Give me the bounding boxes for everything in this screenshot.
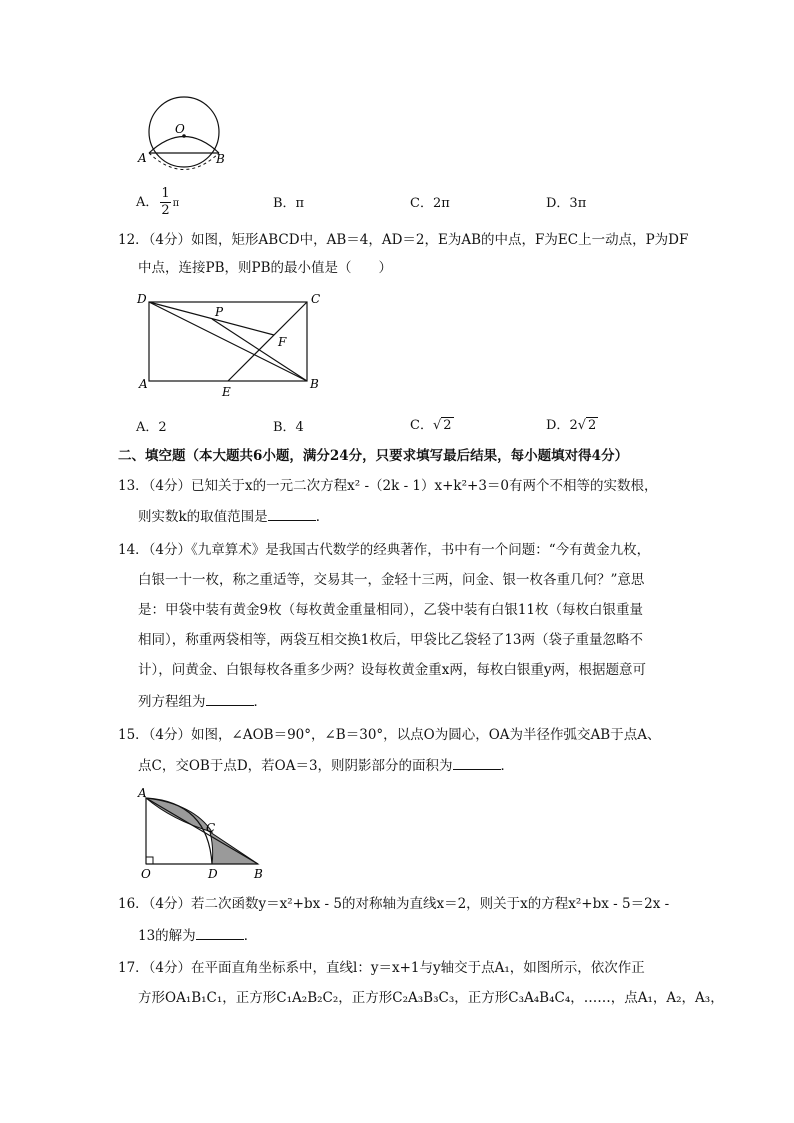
- q15-stem-line2: [138, 755, 514, 776]
- q12-option-d-coefficient: 2: [569, 418, 578, 433]
- q12-option-d: D．2√ 2: [546, 418, 597, 433]
- section-fill-in-header: 二、填空题（本大题共6小题，满分24分，只要求填写最后结果，每小题填对得4分）: [118, 448, 629, 464]
- fig12-label-e: E: [222, 385, 231, 399]
- fig12-label-p: P: [215, 305, 224, 319]
- q11-option-a-unit: π: [172, 198, 180, 209]
- q12-stem-line1: 12．（4分）如图，矩形ABCD中，AB＝4，AD＝2，E为AB的中点，F为EC上一动点，P为DF: [118, 232, 689, 248]
- fig12-label-f: F: [278, 335, 287, 349]
- q13-answer-blank[interactable]: [268, 506, 316, 521]
- q11-option-b: B．π: [273, 196, 305, 211]
- q12-option-d-radicand: 2: [588, 418, 597, 433]
- q14-stem-line3: 是：甲袋中装有黄金9枚（每枚黄金重量相同），乙袋中装有白银11枚（每枚白银重量: [138, 602, 644, 618]
- q16-stem-line1: 16．（4分）若二次函数y＝x²+bx - 5的对称轴为直线x＝2，则关于x的方程x²+bx - 5＝2x -: [118, 896, 670, 912]
- q16-line2-end: ．: [243, 928, 258, 944]
- q17-stem-line1: 17．（4分）在平面直角坐标系中，直线l：y＝x+1与y轴交于点A₁，如图所示，依次作正: [118, 960, 645, 976]
- q12-option-b: B．4: [273, 420, 304, 435]
- q17-stem-line2: 方形OA₁B₁C₁，正方形C₁A₂B₂C₂，正方形C₂A₃B₃C₃，正方形C₃A₄B₄C₄，……，点A₁，A₂，A₃，: [138, 990, 724, 1006]
- q14-stem-line1: 14．（4分）《九章算术》是我国古代数学的经典著作，书中有一个问题：“今有黄金九枚，: [118, 542, 651, 558]
- q13-stem-line2: [138, 506, 329, 527]
- figure-q15-sector: [132, 786, 272, 880]
- figure-q11-circle: [130, 96, 240, 176]
- q11-option-a-denominator: 2: [161, 203, 170, 218]
- q11-option-a-numerator: 1: [161, 186, 170, 201]
- q12-option-c: C．√ 2: [410, 418, 452, 433]
- q11-option-a-fraction: [160, 186, 170, 219]
- fig12-label-d: D: [137, 292, 147, 306]
- q14-stem-line6: [138, 691, 267, 712]
- q12-option-c-radicand: 2: [443, 418, 452, 433]
- fig15-label-a: A: [138, 786, 147, 800]
- q11-option-a-prefix: A．: [136, 195, 159, 210]
- q16-answer-blank[interactable]: [196, 925, 244, 940]
- q14-stem-line5: 计），问黄金、白银每枚各重多少两？设每枚黄金重x两，每枚白银重y两，根据题意可: [138, 662, 646, 678]
- q14-line6-text: 列方程组为: [138, 694, 206, 710]
- figure-q12-rectangle: [130, 288, 340, 400]
- fig12-label-b: B: [310, 377, 319, 391]
- fig11-label-b: B: [216, 152, 225, 166]
- q14-answer-blank[interactable]: [206, 691, 254, 706]
- fig15-label-d: D: [208, 867, 218, 880]
- fig11-label-o: O: [175, 122, 185, 136]
- fig11-label-a: A: [138, 151, 147, 165]
- q14-line6-end: ．: [253, 694, 267, 710]
- q13-line2-end: ．: [315, 509, 330, 525]
- fig12-label-c: C: [311, 292, 321, 306]
- q14-stem-line2: 白银一十一枚，称之重适等，交易其一，金轻十三两，问金、银一枚各重几何？”意思: [138, 572, 645, 588]
- fig15-label-b: B: [254, 867, 263, 880]
- fig15-label-o: O: [141, 867, 151, 880]
- fig12-label-a: A: [139, 377, 148, 391]
- q14-stem-line4: 相同），称重两袋相等，两袋互相交换1枚后，甲袋比乙袋轻了13两（袋子重量忽略不: [138, 632, 644, 648]
- q13-stem-line1: 13．（4分）已知关于x的一元二次方程x² -（2k - 1）x+k²+3＝0有两个不相等的实数根，: [118, 478, 658, 494]
- q15-stem-line1: 15．（4分）如图，∠AOB＝90°，∠B＝30°，以点O为圆心，OA为半径作弧交AB于点A、: [118, 727, 661, 743]
- q15-answer-blank[interactable]: [453, 755, 501, 770]
- q15-line2-text: 点C，交OB于点D，若OA＝3，则阴影部分的面积为: [138, 758, 453, 774]
- q13-line2-text: 则实数k的取值范围是: [138, 509, 268, 525]
- q16-line2-text: 13的解为: [138, 928, 196, 944]
- q15-line2-end: ．: [500, 758, 515, 774]
- q16-stem-line2: [138, 925, 257, 946]
- q12-option-c-prefix: C．: [410, 418, 433, 433]
- fig15-label-c: C: [206, 821, 216, 835]
- q11-option-c: C．2π: [410, 196, 450, 211]
- q11-option-a: [136, 186, 179, 219]
- q12-option-a: A．2: [136, 420, 167, 435]
- q12-stem-line2: 中点，连接PB，则PB的最小值是（ ）: [138, 260, 393, 276]
- q12-option-d-prefix: D．: [546, 418, 570, 433]
- q11-option-d: D．3π: [546, 196, 587, 211]
